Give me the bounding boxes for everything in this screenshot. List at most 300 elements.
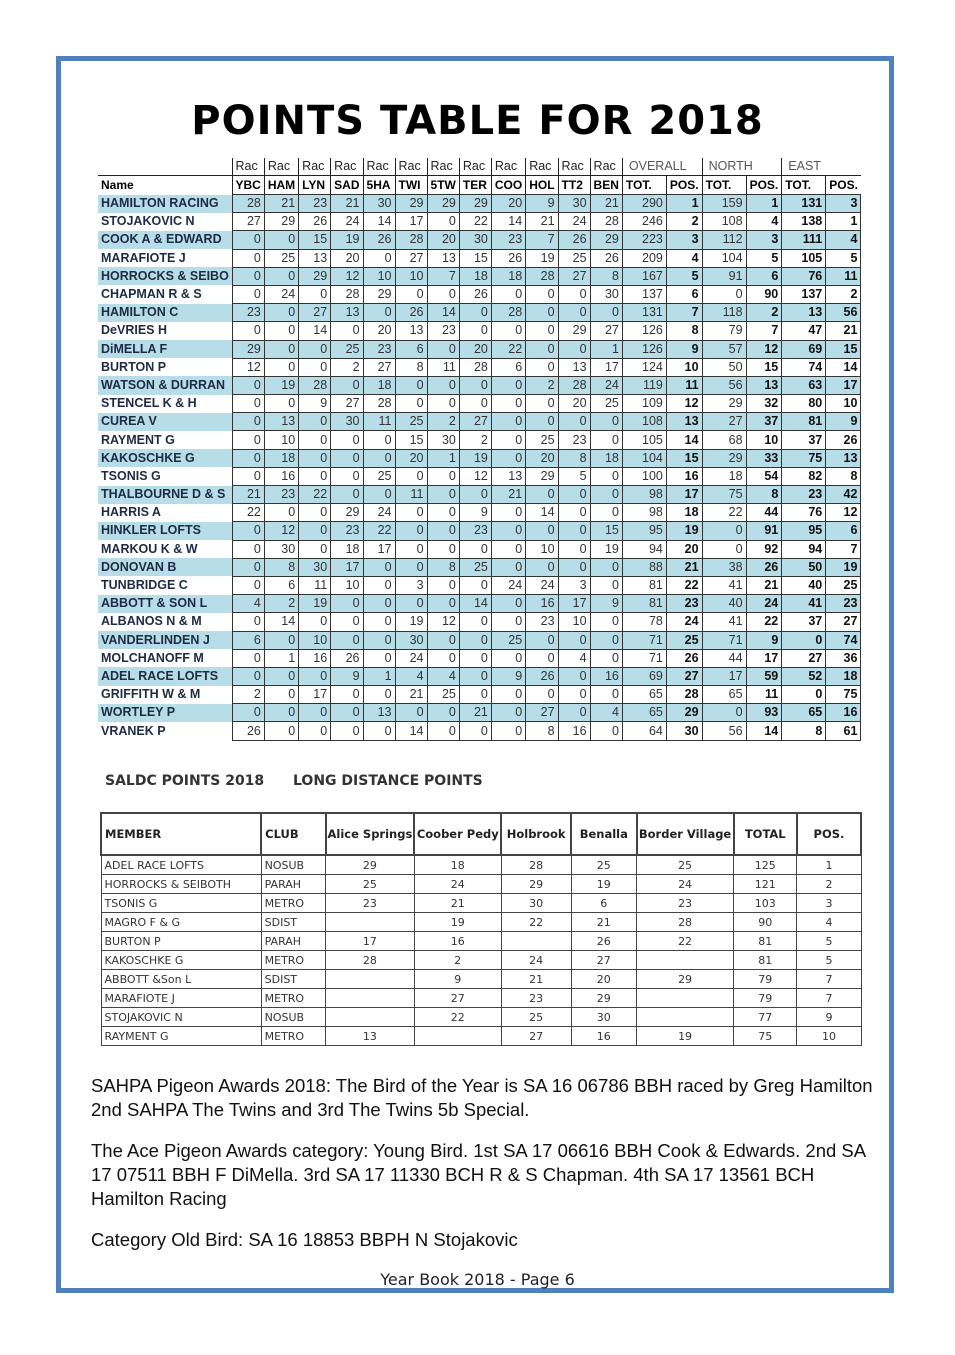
coober-pedy-cell: 27 <box>414 989 501 1008</box>
north-total-cell: 29 <box>702 449 746 467</box>
race-points-cell: 0 <box>299 667 331 685</box>
overall-pos-header: POS. <box>666 176 702 195</box>
race-points-cell: 0 <box>526 413 558 431</box>
north-total-cell: 50 <box>702 358 746 376</box>
east-total-cell: 13 <box>782 304 826 322</box>
member-name: MARAFIOTE J <box>101 250 186 265</box>
race-points-cell: 0 <box>264 704 298 722</box>
race-points-cell: 0 <box>264 722 298 740</box>
race-points-cell: 0 <box>459 613 491 631</box>
overall-pos-cell: 7 <box>666 304 702 322</box>
race-points-cell: 0 <box>299 285 331 303</box>
race-points-cell: 28 <box>558 376 590 394</box>
overall-pos-cell: 19 <box>666 522 702 540</box>
race-points-cell: 0 <box>459 686 491 704</box>
race-points-cell: 19 <box>299 595 331 613</box>
race-points-cell: 21 <box>459 704 491 722</box>
race-points-cell: 9 <box>590 595 622 613</box>
race-column-header: BEN <box>590 176 622 195</box>
member-name: MOLCHANOFF M <box>101 650 204 665</box>
race-points-cell: 11 <box>299 576 331 594</box>
race-points-cell: 0 <box>491 449 525 467</box>
race-points-cell: 18 <box>459 267 491 285</box>
race-points-cell: 0 <box>491 540 525 558</box>
race-points-cell: 0 <box>395 595 427 613</box>
north-total-cell: 112 <box>702 231 746 249</box>
member-cell: BURTON P <box>101 932 261 951</box>
overall-total-cell: 104 <box>622 449 666 467</box>
pos-header: POS. <box>797 813 861 855</box>
overall-total-cell: 98 <box>622 486 666 504</box>
race-points-cell: 0 <box>363 686 395 704</box>
race-points-cell: 9 <box>331 667 363 685</box>
race-points-cell: 0 <box>491 613 525 631</box>
race-points-cell: 18 <box>264 449 298 467</box>
race-points-cell: 0 <box>232 667 264 685</box>
race-points-cell: 0 <box>459 322 491 340</box>
old-bird-paragraph: Category Old Bird: SA 16 18853 BBPH N Stojakovic <box>91 1229 518 1250</box>
north-pos-cell: 26 <box>746 558 782 576</box>
north-pos-header: POS. <box>746 176 782 195</box>
total-cell: 79 <box>734 970 797 989</box>
race-points-cell: 0 <box>264 267 298 285</box>
race-points-cell: 10 <box>558 613 590 631</box>
race-points-cell: 14 <box>526 504 558 522</box>
alice-springs-cell: 25 <box>326 875 415 894</box>
pos-cell: 4 <box>797 913 861 932</box>
race-points-cell: 25 <box>558 249 590 267</box>
race-points-cell: 0 <box>526 649 558 667</box>
race-points-cell: 0 <box>363 449 395 467</box>
race-points-cell: 9 <box>526 195 558 213</box>
overall-pos-cell: 8 <box>666 322 702 340</box>
race-points-cell: 27 <box>590 322 622 340</box>
race-points-cell: 20 <box>526 449 558 467</box>
race-column-header: TER <box>459 176 491 195</box>
race-points-cell: 0 <box>331 631 363 649</box>
east-total-cell: 82 <box>782 467 826 485</box>
east-pos-cell: 17 <box>826 376 861 394</box>
north-pos-cell: 59 <box>746 667 782 685</box>
race-points-cell: 0 <box>526 395 558 413</box>
race-points-cell: 0 <box>427 595 459 613</box>
race-points-cell: 15 <box>395 431 427 449</box>
east-total-cell: 94 <box>782 540 826 558</box>
north-total-cell: 56 <box>702 376 746 394</box>
overall-total-cell: 88 <box>622 558 666 576</box>
member-cell: HORROCKS & SEIBOTH <box>101 875 261 894</box>
race-points-cell: 0 <box>590 631 622 649</box>
race-points-cell: 0 <box>526 304 558 322</box>
pos-cell: 5 <box>797 932 861 951</box>
benalla-cell: 21 <box>571 913 637 932</box>
east-total-cell: 111 <box>782 231 826 249</box>
north-pos-cell: 93 <box>746 704 782 722</box>
east-total-cell: 50 <box>782 558 826 576</box>
east-pos-cell: 26 <box>826 431 861 449</box>
overall-total-cell: 71 <box>622 649 666 667</box>
race-points-cell: 0 <box>331 595 363 613</box>
race-column-header: 5TW <box>427 176 459 195</box>
race-points-cell: 16 <box>264 467 298 485</box>
holbrook-cell: 22 <box>501 913 571 932</box>
race-points-cell: 0 <box>395 376 427 394</box>
long-distance-row <box>101 913 861 932</box>
race-points-cell: 0 <box>427 649 459 667</box>
long-distance-table <box>100 812 862 1046</box>
race-points-cell: 22 <box>459 213 491 231</box>
coober-pedy-cell: 21 <box>414 894 501 913</box>
bird-of-year-paragraph: SAHPA Pigeon Awards 2018: The Bird of the Year is SA 16 06786 BBH raced by Greg Hamilton 2nd SAHPA The Twins and 3rd The Twins 5b Special. <box>91 1075 873 1120</box>
race-points-cell: 24 <box>491 576 525 594</box>
east-pos-cell: 4 <box>826 231 861 249</box>
race-points-cell: 0 <box>558 413 590 431</box>
race-points-cell: 29 <box>363 285 395 303</box>
overall-pos-cell: 10 <box>666 358 702 376</box>
pos-cell: 3 <box>797 894 861 913</box>
holbrook-cell: 21 <box>501 970 571 989</box>
alice-springs-cell: 23 <box>326 894 415 913</box>
race-points-cell: 25 <box>363 467 395 485</box>
coober-pedy-cell: 9 <box>414 970 501 989</box>
race-points-cell: 16 <box>526 595 558 613</box>
race-points-cell: 8 <box>395 358 427 376</box>
benalla-cell: 30 <box>571 1008 637 1027</box>
race-points-cell: 0 <box>526 486 558 504</box>
east-total-cell: 76 <box>782 267 826 285</box>
race-points-cell: 0 <box>590 576 622 594</box>
race-points-cell: 26 <box>395 304 427 322</box>
race-points-cell: 17 <box>395 213 427 231</box>
east-pos-cell: 27 <box>826 613 861 631</box>
points-table-row <box>98 285 861 303</box>
race-label-row <box>98 158 861 176</box>
race-points-cell: 0 <box>590 304 622 322</box>
race-points-cell: 0 <box>363 249 395 267</box>
coober-pedy-cell: 16 <box>414 932 501 951</box>
points-table-row <box>98 195 861 213</box>
north-total-cell: 56 <box>702 722 746 740</box>
race-points-cell: 28 <box>459 358 491 376</box>
north-pos-cell: 54 <box>746 467 782 485</box>
member-name: DeVRIES H <box>101 323 167 338</box>
race-points-cell: 24 <box>331 213 363 231</box>
holbrook-cell: 24 <box>501 951 571 970</box>
race-points-cell: 1 <box>427 449 459 467</box>
benalla-cell: 25 <box>571 855 637 875</box>
benalla-cell: 29 <box>571 989 637 1008</box>
race-points-cell: 25 <box>590 395 622 413</box>
race-top-label: Rac <box>491 158 525 176</box>
overall-pos-cell: 2 <box>666 213 702 231</box>
alice-springs-cell <box>326 1008 415 1027</box>
north-pos-cell: 32 <box>746 395 782 413</box>
race-points-cell: 14 <box>395 722 427 740</box>
north-pos-cell: 17 <box>746 649 782 667</box>
coober-pedy-cell: 22 <box>414 1008 501 1027</box>
race-points-cell: 0 <box>427 540 459 558</box>
long-distance-row <box>101 951 861 970</box>
member-name: DiMELLA F <box>98 340 232 358</box>
north-pos-cell: 24 <box>746 595 782 613</box>
holbrook-cell: 29 <box>501 875 571 894</box>
overall-total-cell: 100 <box>622 467 666 485</box>
long-distance-row <box>101 855 861 875</box>
race-column-header: YBC <box>232 176 264 195</box>
overall-total-cell: 81 <box>622 595 666 613</box>
east-pos-cell: 11 <box>826 267 861 285</box>
east-total-cell: 76 <box>782 504 826 522</box>
race-points-cell: 24 <box>395 649 427 667</box>
race-points-cell: 0 <box>331 722 363 740</box>
race-column-header: HOL <box>526 176 558 195</box>
points-table-row <box>98 304 861 322</box>
race-points-cell: 0 <box>232 413 264 431</box>
holbrook-cell: 23 <box>501 989 571 1008</box>
north-total-cell: 22 <box>702 504 746 522</box>
race-points-cell: 27 <box>232 213 264 231</box>
border-village-cell: 23 <box>637 894 734 913</box>
race-top-label: Rac <box>363 158 395 176</box>
points-table-row <box>98 595 861 613</box>
overall-total-cell: 69 <box>622 667 666 685</box>
race-points-cell: 30 <box>331 413 363 431</box>
member-header: MEMBER <box>101 813 261 855</box>
race-points-cell: 0 <box>491 558 525 576</box>
total-cell: 79 <box>734 989 797 1008</box>
race-points-cell: 0 <box>232 395 264 413</box>
border-village-cell: 28 <box>637 913 734 932</box>
race-points-cell: 0 <box>363 649 395 667</box>
north-pos-cell: 92 <box>746 540 782 558</box>
race-points-cell: 19 <box>395 613 427 631</box>
race-points-cell: 0 <box>299 540 331 558</box>
race-points-cell: 23 <box>491 231 525 249</box>
race-column-header: LYN <box>299 176 331 195</box>
race-points-cell: 0 <box>264 631 298 649</box>
member-name: ALBANOS N & M <box>101 614 202 629</box>
border-village-cell <box>637 1008 734 1027</box>
race-points-cell: 16 <box>299 649 331 667</box>
race-points-cell: 8 <box>264 558 298 576</box>
east-pos-cell: 7 <box>826 540 861 558</box>
race-points-cell: 10 <box>395 267 427 285</box>
race-points-cell: 24 <box>526 576 558 594</box>
race-points-cell: 0 <box>299 467 331 485</box>
race-points-cell: 0 <box>395 395 427 413</box>
race-points-cell: 1 <box>590 340 622 358</box>
race-points-cell: 0 <box>232 704 264 722</box>
race-points-cell: 0 <box>232 249 264 267</box>
east-pos-cell: 3 <box>826 195 861 213</box>
race-points-cell: 0 <box>526 686 558 704</box>
race-points-cell: 4 <box>395 667 427 685</box>
race-points-cell: 0 <box>232 322 264 340</box>
overall-pos-cell: 29 <box>666 704 702 722</box>
north-total-cell: 38 <box>702 558 746 576</box>
north-pos-cell: 13 <box>746 376 782 394</box>
east-pos-cell: 25 <box>826 576 861 594</box>
overall-pos-cell: 15 <box>666 449 702 467</box>
race-points-cell: 13 <box>558 358 590 376</box>
race-column-header: SAD <box>331 176 363 195</box>
race-points-cell: 17 <box>331 558 363 576</box>
overall-total-cell: 290 <box>622 195 666 213</box>
overall-pos-cell: 16 <box>666 467 702 485</box>
race-points-cell: 0 <box>427 213 459 231</box>
race-points-cell: 3 <box>558 576 590 594</box>
north-total-cell: 91 <box>702 267 746 285</box>
overall-total-cell: 126 <box>622 322 666 340</box>
race-points-cell: 0 <box>363 558 395 576</box>
north-pos-cell: 11 <box>746 686 782 704</box>
holbrook-cell: 25 <box>501 1008 571 1027</box>
east-total-cell: 23 <box>782 486 826 504</box>
east-total-cell: 69 <box>782 340 826 358</box>
race-points-cell: 0 <box>331 704 363 722</box>
race-points-cell: 0 <box>395 540 427 558</box>
race-points-cell: 9 <box>459 504 491 522</box>
east-pos-cell: 8 <box>826 467 861 485</box>
race-points-cell: 12 <box>232 358 264 376</box>
overall-total-cell: 124 <box>622 358 666 376</box>
race-points-cell: 0 <box>264 322 298 340</box>
race-points-cell: 19 <box>331 231 363 249</box>
north-total-cell: 104 <box>702 249 746 267</box>
race-points-cell: 14 <box>491 213 525 231</box>
race-points-cell: 13 <box>299 249 331 267</box>
race-points-cell: 0 <box>558 704 590 722</box>
club-cell: NOSUB <box>261 855 325 875</box>
holbrook-cell <box>501 932 571 951</box>
race-points-cell: 0 <box>264 504 298 522</box>
member-name: TUNBRIDGE C <box>101 578 188 593</box>
benalla-cell: 19 <box>571 875 637 894</box>
alice-springs-cell <box>326 989 415 1008</box>
overall-pos-cell: 1 <box>666 195 702 213</box>
race-points-cell: 0 <box>590 722 622 740</box>
race-points-cell: 28 <box>526 267 558 285</box>
race-points-cell: 0 <box>264 395 298 413</box>
race-points-cell: 2 <box>526 376 558 394</box>
race-points-cell: 8 <box>558 449 590 467</box>
long-distance-row <box>101 894 861 913</box>
points-table-row <box>98 267 861 285</box>
east-total-cell: 105 <box>782 249 826 267</box>
race-points-cell: 13 <box>395 322 427 340</box>
race-points-cell: 0 <box>459 667 491 685</box>
east-total-cell: 75 <box>782 449 826 467</box>
overall-total-cell: 65 <box>622 686 666 704</box>
race-points-cell: 4 <box>232 595 264 613</box>
east-pos-cell: 56 <box>826 304 861 322</box>
race-points-cell: 0 <box>264 686 298 704</box>
east-total-cell: 0 <box>782 686 826 704</box>
east-pos-cell: 2 <box>826 285 861 303</box>
pos-cell: 10 <box>797 1027 861 1046</box>
club-cell: METRO <box>261 1027 325 1046</box>
overall-total-cell: 78 <box>622 613 666 631</box>
pos-cell: 7 <box>797 989 861 1008</box>
race-points-cell: 6 <box>232 631 264 649</box>
race-points-cell: 6 <box>264 576 298 594</box>
north-pos-cell: 90 <box>746 285 782 303</box>
race-points-cell: 25 <box>491 631 525 649</box>
north-pos-cell: 91 <box>746 522 782 540</box>
points-table-row <box>98 213 861 231</box>
benalla-cell: 27 <box>571 951 637 970</box>
race-points-cell: 0 <box>491 504 525 522</box>
overall-pos-cell: 28 <box>666 686 702 704</box>
north-total-cell: 0 <box>702 540 746 558</box>
east-pos-cell: 36 <box>826 649 861 667</box>
race-points-cell: 17 <box>558 595 590 613</box>
overall-pos-cell: 24 <box>666 613 702 631</box>
member-cell: ADEL RACE LOFTS <box>101 855 261 875</box>
race-points-cell: 28 <box>590 213 622 231</box>
ace-pigeon-paragraph: The Ace Pigeon Awards category: Young Bird. 1st SA 17 06616 BBH Cook & Edwards. 2nd SA 17 07511 BBH F DiMella. 3rd SA 17 11330 BCH R & S Chapman. 4th SA 17 13561 BCH Hamilton Racing <box>91 1140 866 1209</box>
north-pos-cell: 22 <box>746 613 782 631</box>
race-points-cell: 0 <box>264 231 298 249</box>
north-pos-cell: 21 <box>746 576 782 594</box>
member-cell: ABBOTT &Son L <box>101 970 261 989</box>
alice-springs-cell <box>326 913 415 932</box>
total-cell: 75 <box>734 1027 797 1046</box>
overall-total-cell: 126 <box>622 340 666 358</box>
race-points-cell: 0 <box>299 613 331 631</box>
race-points-cell: 25 <box>264 249 298 267</box>
east-pos-cell: 12 <box>826 504 861 522</box>
north-pos-cell: 5 <box>746 249 782 267</box>
points-table-row <box>98 449 861 467</box>
race-points-cell: 15 <box>590 522 622 540</box>
east-total-cell: 0 <box>782 631 826 649</box>
race-points-cell: 0 <box>299 413 331 431</box>
overall-pos-cell: 14 <box>666 431 702 449</box>
race-points-cell: 0 <box>232 649 264 667</box>
overall-pos-cell: 17 <box>666 486 702 504</box>
points-table-row <box>98 340 861 358</box>
club-cell: METRO <box>261 989 325 1008</box>
pos-cell: 9 <box>797 1008 861 1027</box>
race-points-cell: 10 <box>331 576 363 594</box>
race-points-cell: 0 <box>395 522 427 540</box>
race-points-cell: 26 <box>590 249 622 267</box>
pos-cell: 5 <box>797 951 861 970</box>
total-cell: 103 <box>734 894 797 913</box>
race-points-cell: 12 <box>459 467 491 485</box>
race-points-cell: 0 <box>232 522 264 540</box>
race-points-cell: 23 <box>427 322 459 340</box>
member-name: CUREA V <box>98 413 232 431</box>
race-points-cell: 0 <box>395 285 427 303</box>
race-points-cell: 0 <box>459 576 491 594</box>
east-total-cell: 137 <box>782 285 826 303</box>
north-pos-cell: 33 <box>746 449 782 467</box>
race-points-cell: 0 <box>590 613 622 631</box>
race-points-cell: 0 <box>459 540 491 558</box>
race-points-cell: 27 <box>395 249 427 267</box>
race-header: Coober Pedy <box>414 813 501 855</box>
race-points-cell: 8 <box>526 722 558 740</box>
north-total-cell: 0 <box>702 285 746 303</box>
race-points-cell: 0 <box>491 431 525 449</box>
column-header-row <box>98 176 861 195</box>
race-points-cell: 27 <box>299 304 331 322</box>
points-table-row <box>98 649 861 667</box>
race-points-cell: 21 <box>395 686 427 704</box>
race-points-cell: 0 <box>526 322 558 340</box>
